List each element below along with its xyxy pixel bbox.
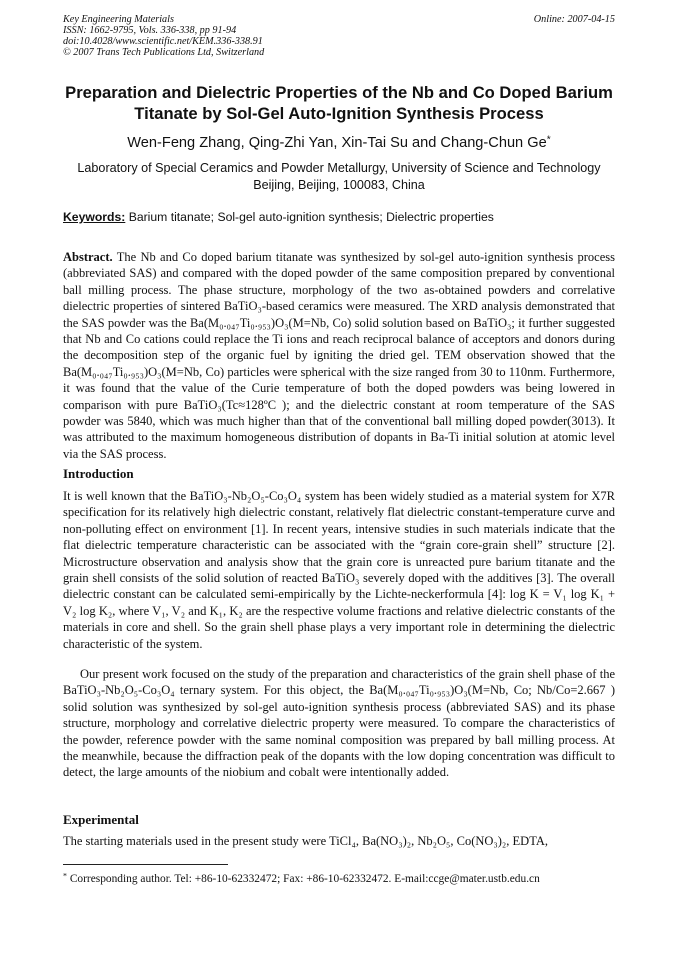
introduction-paragraph-1: It is well known that the BaTiO₃-Nb₂O₅-Co₃O₄ system has been widely studied as a material system for X7R specification for its relatively high dielectric constant, relatively flat dielectric constant-temperature curve and non-polluting effect on environment [1]. In recent years, intensive studies in such materials indicate that the flat dielectric temperature characteristic can be associated with the “grain core-grain shell” structure [2]. Microstructure observation and analysis show that the grain core is unreacted pure barium titanate and the grain shell consists of the solid solution of reacted BaTiO₃ severely doped with the additives [3]. The overall dielectric constant can be calculated semi-empirically by the Lichte-neckerformula [4]: log K = V₁ log K₁ + V₂ log K₂, where V₁, V₂ and K₁, K₂ are the respective volume fractions and relative dielectric constants of the materials in core and shell. So the grain shell phase plays a very important role in determining the dielectric characteristic of the system.	[63, 489, 615, 651]
abstract	[63, 249, 615, 462]
paper-title: Preparation and Dielectric Properties of the Nb and Co Doped Barium Titanate by Sol-Gel Auto-Ignition Synthesis Process	[65, 83, 613, 123]
author-names: Wen-Feng Zhang, Qing-Zhi Yan, Xin-Tai Su and Chang-Chun Ge	[127, 135, 547, 151]
doi-line: doi:10.4028/www.scientific.net/KEM.336-338.91	[63, 36, 263, 47]
experimental-paragraph-1: The starting materials used in the present study were TiCl₄, Ba(NO₃)₂, Nb₂O₅, Co(NO₃)₂, EDTA,	[63, 834, 548, 848]
introduction-paragraph-2: Our present work focused on the study of the preparation and characteristics of the grain shell phase of the BaTiO₃-Nb₂O₅-Co₃O₄ ternary system. For this object, the Ba(M₀.₀₄₇Ti₀.₉₅₃)O₃(M=Nb, Co; Nb/Co=2.667 ) solid solution was synthesized by sol-gel auto-ignition synthesis process (abbreviated SAS) and its phase structure, morphology and correlative dielectric property were measured. To compare the characteristics of the powder, reference powder with the same nominal composition was prepared by ball milling process. At the meanwhile, because the diffraction peak of the dopants with the low doping concentration was difficult to detect, the large amounts of the niobium and cobalt were intentionally added.	[63, 667, 615, 780]
journal-header	[63, 14, 264, 58]
footnote-divider	[63, 864, 228, 865]
footnote-text: Corresponding author. Tel: +86-10-62332472; Fax: +86-10-62332472. E-mail:ccge@mater.ustb.edu.cn	[66, 873, 540, 885]
experimental-heading: Experimental	[63, 812, 139, 827]
copyright-line: © 2007 Trans Tech Publications Ltd, Switzerland	[63, 47, 265, 58]
online-date: Online: 2007-04-15	[533, 14, 615, 25]
keywords-text: Barium titanate; Sol-gel auto-ignition synthesis; Dielectric properties	[125, 210, 494, 224]
corresponding-mark: *	[546, 134, 551, 146]
affiliation: Laboratory of Special Ceramics and Powder Metallurgy, University of Science and Technology Beijing, Beijing, 100083, China	[77, 161, 601, 192]
abstract-text: The Nb and Co doped barium titanate was synthesized by sol-gel auto-ignition synthesis process (abbreviated SAS) and compared with the doped powder of the same composition prepared by conventional ball milling process. The phase structure, morphology of the two as-obtained powders and correlative dielectric properties of sintered BaTiO₃-based ceramics were measured. The XRD analysis demonstrated that the SAS powder was the Ba(M₀.₀₄₇Ti₀.₉₅₃)O₃(M=Nb, Co) solid solution based on BaTiO₃; it further suggested that Nb and Co cations could replace the Ti ions and reach reciprocal balance of acceptors and donors during the decomposition step of the organic fuel by igniting the dried gel. TEM observation showed that the Ba(M₀.₀₄₇Ti₀.₉₅₃)O₃(M=Nb, Co) particles were spherical with the size ranged from 30 to 110nm. Furthermore, it was found that the value of the Curie temperature of both the doped powders was being lowered in comparison with pure BaTiO₃(Tc≈128ºC ); and the dielectric constant at room temperature of the SAS powder was 5840, which was much higher than that of the conventional ball milling doped powder(3013). It was attributed to the maximum homogeneous distribution of dopants in Ba-Ti initial solution at atomic level via the SAS process.	[63, 250, 615, 461]
abstract-label: Abstract.	[63, 250, 113, 264]
introduction-heading: Introduction	[63, 466, 134, 481]
footnote	[63, 872, 540, 886]
issn-line: ISSN: 1662-9795, Vols. 336-338, pp 91-94	[63, 25, 237, 36]
footnote-mark: *	[63, 871, 67, 881]
keywords	[63, 209, 623, 225]
keywords-label: Keywords:	[63, 210, 126, 224]
author-list	[40, 134, 638, 152]
journal-name: Key Engineering Materials	[63, 14, 174, 25]
